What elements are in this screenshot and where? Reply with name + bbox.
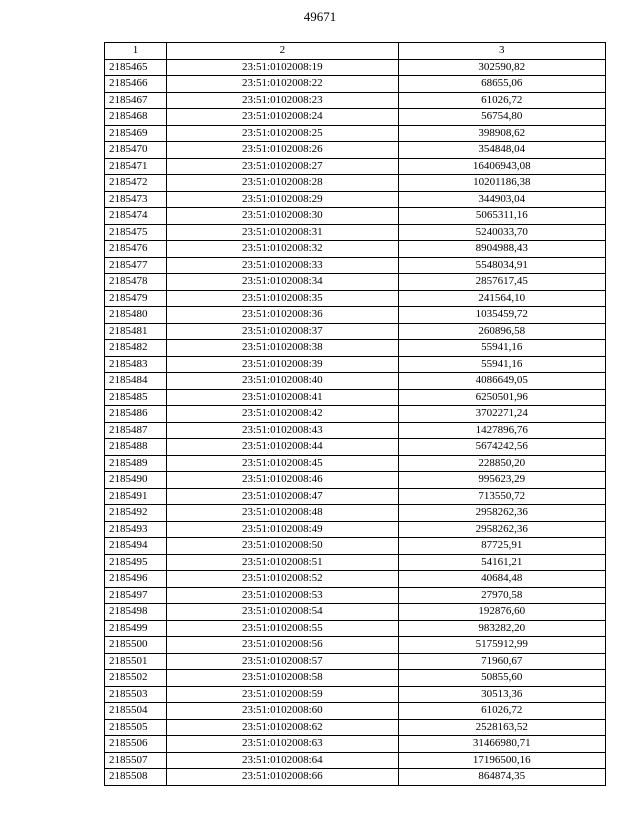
cadastral-number-cell: 23:51:0102008:45 [167, 455, 398, 472]
value-cell: 354848,04 [398, 142, 605, 159]
table-row [105, 604, 606, 621]
record-number-cell: 2185479 [105, 290, 167, 307]
cadastral-number-cell: 23:51:0102008:19 [167, 59, 398, 76]
table-row [105, 653, 606, 670]
cadastral-number-cell: 23:51:0102008:63 [167, 736, 398, 753]
table-row [105, 752, 606, 769]
table-row [105, 142, 606, 159]
cadastral-number-cell: 23:51:0102008:53 [167, 587, 398, 604]
table-row [105, 224, 606, 241]
record-number-cell: 2185504 [105, 703, 167, 720]
record-number-cell: 2185483 [105, 356, 167, 373]
cadastral-number-cell: 23:51:0102008:64 [167, 752, 398, 769]
value-cell: 30513,36 [398, 686, 605, 703]
table-row [105, 571, 606, 588]
value-cell: 864874,35 [398, 769, 605, 786]
record-number-cell: 2185505 [105, 719, 167, 736]
table-row [105, 274, 606, 291]
cadastral-number-cell: 23:51:0102008:60 [167, 703, 398, 720]
record-number-cell: 2185475 [105, 224, 167, 241]
cadastral-number-cell: 23:51:0102008:25 [167, 125, 398, 142]
cadastral-number-cell: 23:51:0102008:54 [167, 604, 398, 621]
cadastral-number-cell: 23:51:0102008:47 [167, 488, 398, 505]
cadastral-number-cell: 23:51:0102008:55 [167, 620, 398, 637]
record-number-cell: 2185496 [105, 571, 167, 588]
record-number-cell: 2185488 [105, 439, 167, 456]
record-number-cell: 2185484 [105, 373, 167, 390]
table-row [105, 208, 606, 225]
value-cell: 40684,48 [398, 571, 605, 588]
cadastral-number-cell: 23:51:0102008:22 [167, 76, 398, 93]
cadastral-number-cell: 23:51:0102008:40 [167, 373, 398, 390]
cadastral-number-cell: 23:51:0102008:27 [167, 158, 398, 175]
record-number-cell: 2185492 [105, 505, 167, 522]
record-number-cell: 2185467 [105, 92, 167, 109]
value-cell: 1427896,76 [398, 422, 605, 439]
cadastral-number-cell: 23:51:0102008:50 [167, 538, 398, 555]
table-row [105, 439, 606, 456]
record-number-cell: 2185502 [105, 670, 167, 687]
record-number-cell: 2185506 [105, 736, 167, 753]
cadastral-number-cell: 23:51:0102008:39 [167, 356, 398, 373]
column-header-2: 2 [167, 43, 398, 60]
cadastral-number-cell: 23:51:0102008:51 [167, 554, 398, 571]
record-number-cell: 2185473 [105, 191, 167, 208]
record-number-cell: 2185478 [105, 274, 167, 291]
value-cell: 10201186,38 [398, 175, 605, 192]
cadastral-number-cell: 23:51:0102008:52 [167, 571, 398, 588]
value-cell: 5175912,99 [398, 637, 605, 654]
record-number-cell: 2185465 [105, 59, 167, 76]
value-cell: 55941,16 [398, 356, 605, 373]
cadastral-number-cell: 23:51:0102008:24 [167, 109, 398, 126]
table-row [105, 109, 606, 126]
cadastral-number-cell: 23:51:0102008:38 [167, 340, 398, 357]
table-row [105, 307, 606, 324]
cadastral-number-cell: 23:51:0102008:43 [167, 422, 398, 439]
record-number-cell: 2185469 [105, 125, 167, 142]
column-header-3: 3 [398, 43, 605, 60]
record-number-cell: 2185474 [105, 208, 167, 225]
table-row [105, 637, 606, 654]
cadastral-number-cell: 23:51:0102008:41 [167, 389, 398, 406]
record-number-cell: 2185486 [105, 406, 167, 423]
value-cell: 995623,29 [398, 472, 605, 489]
cadastral-number-cell: 23:51:0102008:44 [167, 439, 398, 456]
value-cell: 61026,72 [398, 703, 605, 720]
value-cell: 5065311,16 [398, 208, 605, 225]
cadastral-number-cell: 23:51:0102008:57 [167, 653, 398, 670]
value-cell: 54161,21 [398, 554, 605, 571]
value-cell: 2958262,36 [398, 521, 605, 538]
record-number-cell: 2185481 [105, 323, 167, 340]
record-number-cell: 2185472 [105, 175, 167, 192]
cadastral-number-cell: 23:51:0102008:46 [167, 472, 398, 489]
record-number-cell: 2185503 [105, 686, 167, 703]
value-cell: 6250501,96 [398, 389, 605, 406]
table-row [105, 587, 606, 604]
value-cell: 27970,58 [398, 587, 605, 604]
cadastral-number-cell: 23:51:0102008:28 [167, 175, 398, 192]
record-number-cell: 2185507 [105, 752, 167, 769]
cadastral-number-cell: 23:51:0102008:33 [167, 257, 398, 274]
table-row [105, 521, 606, 538]
value-cell: 344903,04 [398, 191, 605, 208]
value-cell: 398908,62 [398, 125, 605, 142]
table-row [105, 620, 606, 637]
record-number-cell: 2185493 [105, 521, 167, 538]
table-row [105, 241, 606, 258]
table-row [105, 488, 606, 505]
value-cell: 5240033,70 [398, 224, 605, 241]
value-cell: 713550,72 [398, 488, 605, 505]
record-number-cell: 2185480 [105, 307, 167, 324]
table-row [105, 257, 606, 274]
cadastral-number-cell: 23:51:0102008:32 [167, 241, 398, 258]
value-cell: 55941,16 [398, 340, 605, 357]
cadastral-number-cell: 23:51:0102008:36 [167, 307, 398, 324]
table-row [105, 356, 606, 373]
record-number-cell: 2185487 [105, 422, 167, 439]
value-cell: 71960,67 [398, 653, 605, 670]
value-cell: 241564,10 [398, 290, 605, 307]
table-row [105, 59, 606, 76]
value-cell: 260896,58 [398, 323, 605, 340]
value-cell: 2958262,36 [398, 505, 605, 522]
table-row [105, 406, 606, 423]
table-row [105, 175, 606, 192]
cadastral-number-cell: 23:51:0102008:37 [167, 323, 398, 340]
record-number-cell: 2185497 [105, 587, 167, 604]
value-cell: 192876,60 [398, 604, 605, 621]
table-row [105, 76, 606, 93]
value-cell: 87725,91 [398, 538, 605, 555]
record-number-cell: 2185491 [105, 488, 167, 505]
table-row [105, 373, 606, 390]
cadastral-number-cell: 23:51:0102008:29 [167, 191, 398, 208]
record-number-cell: 2185470 [105, 142, 167, 159]
value-cell: 16406943,08 [398, 158, 605, 175]
table-row [105, 670, 606, 687]
table-row [105, 554, 606, 571]
cadastral-number-cell: 23:51:0102008:35 [167, 290, 398, 307]
cadastral-number-cell: 23:51:0102008:58 [167, 670, 398, 687]
cadastral-number-cell: 23:51:0102008:31 [167, 224, 398, 241]
cadastral-number-cell: 23:51:0102008:48 [167, 505, 398, 522]
registry-table [104, 42, 606, 786]
record-number-cell: 2185477 [105, 257, 167, 274]
cadastral-number-cell: 23:51:0102008:26 [167, 142, 398, 159]
cadastral-number-cell: 23:51:0102008:62 [167, 719, 398, 736]
value-cell: 68655,06 [398, 76, 605, 93]
record-number-cell: 2185500 [105, 637, 167, 654]
value-cell: 2857617,45 [398, 274, 605, 291]
table-row [105, 125, 606, 142]
table-row [105, 769, 606, 786]
record-number-cell: 2185482 [105, 340, 167, 357]
value-cell: 3702271,24 [398, 406, 605, 423]
value-cell: 983282,20 [398, 620, 605, 637]
value-cell: 8904988,43 [398, 241, 605, 258]
page-number: 49671 [303, 9, 337, 24]
record-number-cell: 2185495 [105, 554, 167, 571]
record-number-cell: 2185490 [105, 472, 167, 489]
value-cell: 302590,82 [398, 59, 605, 76]
table-row [105, 191, 606, 208]
table-row [105, 719, 606, 736]
cadastral-number-cell: 23:51:0102008:56 [167, 637, 398, 654]
cadastral-number-cell: 23:51:0102008:42 [167, 406, 398, 423]
table-row [105, 686, 606, 703]
value-cell: 61026,72 [398, 92, 605, 109]
table-row [105, 323, 606, 340]
value-cell: 56754,80 [398, 109, 605, 126]
table-row [105, 455, 606, 472]
record-number-cell: 2185466 [105, 76, 167, 93]
table-row [105, 422, 606, 439]
value-cell: 2528163,52 [398, 719, 605, 736]
header-row [105, 43, 606, 60]
cadastral-number-cell: 23:51:0102008:59 [167, 686, 398, 703]
table-body [105, 59, 606, 785]
table-row [105, 158, 606, 175]
record-number-cell: 2185508 [105, 769, 167, 786]
table-row [105, 736, 606, 753]
record-number-cell: 2185489 [105, 455, 167, 472]
record-number-cell: 2185494 [105, 538, 167, 555]
cadastral-number-cell: 23:51:0102008:23 [167, 92, 398, 109]
table-row [105, 389, 606, 406]
cadastral-number-cell: 23:51:0102008:49 [167, 521, 398, 538]
record-number-cell: 2185501 [105, 653, 167, 670]
value-cell: 31466980,71 [398, 736, 605, 753]
cadastral-number-cell: 23:51:0102008:66 [167, 769, 398, 786]
value-cell: 228850,20 [398, 455, 605, 472]
table-row [105, 92, 606, 109]
value-cell: 5674242,56 [398, 439, 605, 456]
value-cell: 17196500,16 [398, 752, 605, 769]
record-number-cell: 2185485 [105, 389, 167, 406]
cadastral-number-cell: 23:51:0102008:30 [167, 208, 398, 225]
table-row [105, 538, 606, 555]
value-cell: 4086649,05 [398, 373, 605, 390]
table-row [105, 505, 606, 522]
table-row [105, 340, 606, 357]
value-cell: 5548034,91 [398, 257, 605, 274]
cadastral-number-cell: 23:51:0102008:34 [167, 274, 398, 291]
record-number-cell: 2185499 [105, 620, 167, 637]
record-number-cell: 2185471 [105, 158, 167, 175]
table-row [105, 703, 606, 720]
value-cell: 50855,60 [398, 670, 605, 687]
value-cell: 1035459,72 [398, 307, 605, 324]
record-number-cell: 2185476 [105, 241, 167, 258]
column-header-1: 1 [105, 43, 167, 60]
table-row [105, 290, 606, 307]
record-number-cell: 2185498 [105, 604, 167, 621]
table-header [105, 43, 606, 60]
record-number-cell: 2185468 [105, 109, 167, 126]
table-row [105, 472, 606, 489]
